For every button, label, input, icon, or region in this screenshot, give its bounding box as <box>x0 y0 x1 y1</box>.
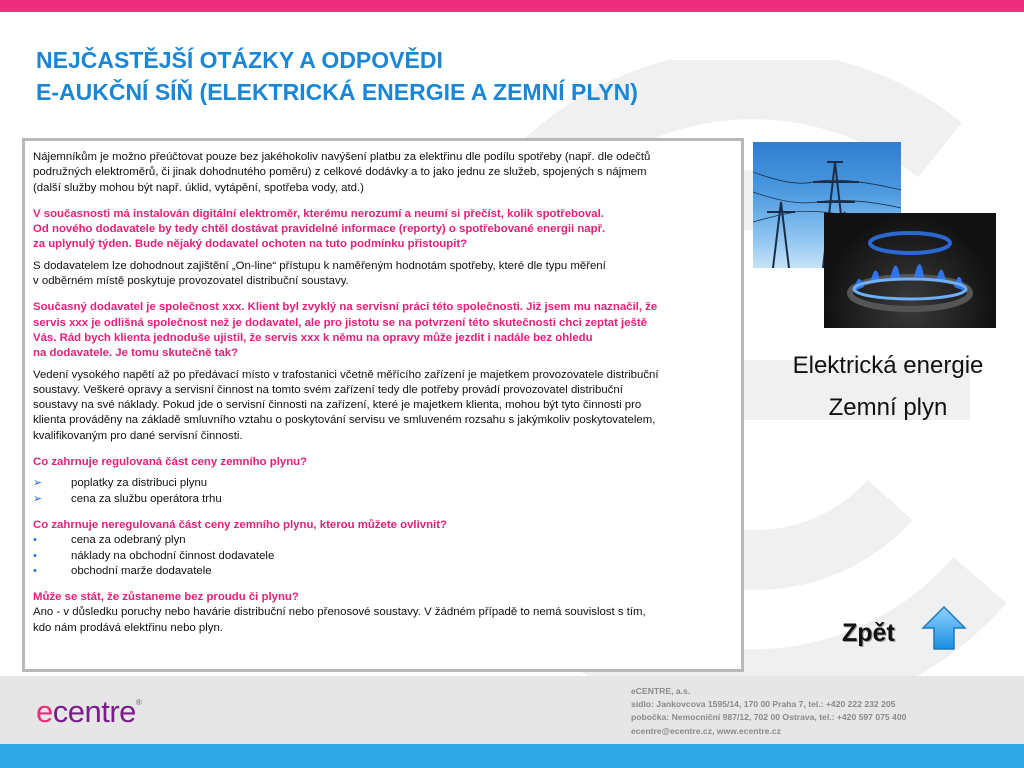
regulated-price-list <box>33 476 733 507</box>
gas-flame-photo <box>824 213 996 328</box>
intro-answer: Nájemníkům je možno přeúčtovat pouze bez jakéhokoliv navýšení platbu za elektřinu dle podílu spotřeby (např. dle odečtů podružných elektroměrů, či jinak dohodnutého poměru) z celkové dodávky a to jako jednu ze služeb, spojených s nájmem (další služby mohou být např. úklid, vytápění, spotřeba vody, atd.) <box>33 151 651 194</box>
ecentre-logo: ecentre® <box>36 694 142 729</box>
bottom-accent-bar <box>0 744 1024 768</box>
arrow-bullet-icon: ➢ <box>33 477 43 490</box>
company-seat: sídlo: Jankovcova 1595/14, 170 00 Praha 7, tel.: +420 222 232 205 <box>631 699 896 710</box>
page-title <box>36 44 638 108</box>
unregulated-price-list <box>33 533 733 579</box>
answer-digital-meter: S dodavatelem lze dohodnout zajištění „On-line“ přístupu k naměřeným hodnotám spotřeby, které dle typu měření v odběrném místě poskytuje provozovatel distribuční soustavy. <box>33 259 606 288</box>
page-title-line-1: NEJČASTĚJŠÍ OTÁZKY A ODPOVĚDI <box>36 47 443 73</box>
list-item: ➢ cena za službu operátora trhu <box>33 492 733 507</box>
back-arrow-icon[interactable] <box>920 604 968 652</box>
list-item: • náklady na obchodní činnost dodavatele <box>33 549 733 564</box>
caption-gas: Zemní plyn <box>828 394 948 421</box>
answer-service-company: Vedení vysokého napětí až po předávací místo v trafostanici včetně měřícího zařízení je majetkem provozovatele distribuční soustavy. Veškeré opravy a servisní činnost na tomto svém zařízení tedy dle potřeby provádí provozovatel distribuční soustavy na své náklady. Pokud jde o servisní činnosti na zařízení, které je majetkem klienta, mohou být tyto činnosti pro klienta prováděny na základě smluvního vztahu o poskytování servisu ve smluveném rozsahu s jakýmkoliv poskytovatelem, kvalifikovaným pro dané servisní činnosti. <box>33 368 659 442</box>
list-item: • obchodní marže dodavatele <box>33 564 733 579</box>
dot-bullet-icon: • <box>33 534 37 547</box>
list-item: ➢ poplatky za distribuci plynu <box>33 476 733 491</box>
faq-content-box <box>22 138 744 672</box>
question-digital-meter: V současnosti má instalován digitální elektroměr, kterému nerozumí a neumí si přečíst, kolik spotřeboval. Od nového dodavatele by tedy chtěl dostávat pravidelné informace (reporty) o spotřebované energii např. za uplynulý týden. Bude nějaký dodavatel ochoten na tuto podmínku přistoupit? <box>33 207 606 251</box>
back-link[interactable]: Zpět <box>842 619 895 647</box>
question-unregulated-price: Co zahrnuje neregulovaná část ceny zemního plynu, kterou můžete ovlivnit? <box>33 518 447 531</box>
company-web: ecentre@ecentre.cz, www.ecentre.cz <box>631 725 781 736</box>
question-service-company: Současný dodavatel je společnost xxx. Klient byl zvyklý na servisní práci této společnosti. Již jsem mu naznačil, že servis xxx je odlišná společnost než je dodavatel, ale pro jistotu se na potvrzení této skutečnosti chci zeptat ještě Vás. Rád bych klienta jednoduše ujistil, že servis xxx k němu na opravy může jezdit i nadále bez ohledu na dodavatele. Je tomu skutečně tak? <box>33 301 658 360</box>
company-name: eCENTRE, a.s. <box>631 686 691 696</box>
question-outage: Může se stát, že zůstaneme bez proudu či plynu? <box>33 591 299 604</box>
page-title-line-2: E-AUKČNÍ SÍŇ (ELEKTRICKÁ ENERGIE A ZEMNÍ PLYN) <box>36 79 638 105</box>
company-info <box>631 685 906 738</box>
top-accent-bar <box>0 0 1024 12</box>
question-regulated-price: Co zahrnuje regulovaná část ceny zemního plynu? <box>33 456 308 469</box>
arrow-bullet-icon: ➢ <box>33 492 43 505</box>
answer-outage: Ano - v důsledku poruchy nebo havárie distribuční nebo přenosové soustavy. V žádném případě to nemá souvislost s tím, kdo nám prodává elektřinu nebo plyn. <box>33 606 646 634</box>
list-item: • cena za odebraný plyn <box>33 533 733 548</box>
company-branch: pobočka: Nemocniční 987/12, 702 00 Ostrava, tel.: +420 597 075 400 <box>631 712 907 723</box>
dot-bullet-icon: • <box>33 549 37 562</box>
dot-bullet-icon: • <box>33 564 37 577</box>
caption-electricity: Elektrická energie <box>792 352 984 379</box>
